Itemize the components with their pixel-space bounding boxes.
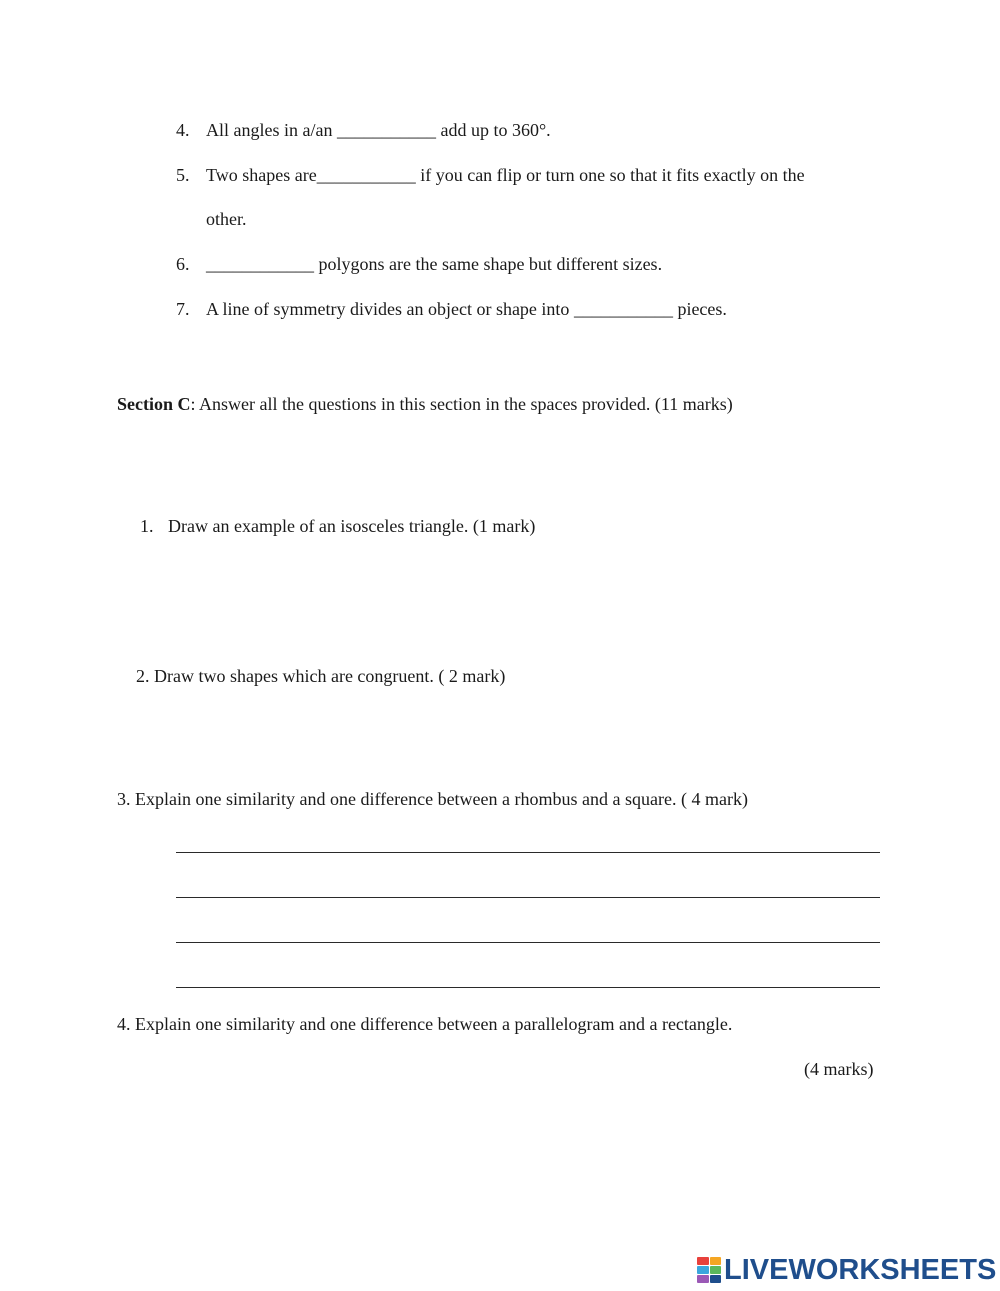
section-instructions: : Answer all the questions in this section in the spaces provided. (11 marks)	[190, 394, 733, 414]
logo-block	[710, 1275, 722, 1283]
liveworksheets-logo	[697, 1254, 996, 1286]
answer-line[interactable]	[176, 852, 880, 853]
item-number: 6.	[176, 254, 190, 274]
question-4-text: 4. Explain one similarity and one difference between a parallelogram and a rectangle.	[117, 1014, 733, 1034]
logo-block	[697, 1266, 709, 1274]
answer-line[interactable]	[176, 987, 880, 988]
logo-mark-icon	[697, 1257, 721, 1283]
item-number: 7.	[176, 299, 190, 319]
logo-block	[697, 1257, 709, 1265]
question-1-number: 1.	[140, 516, 154, 536]
item-text: A line of symmetry divides an object or shape into ___________ pieces.	[206, 299, 727, 319]
item-number: 5.	[176, 165, 190, 185]
item-text: All angles in a/an ___________ add up to 360°.	[206, 120, 551, 140]
logo-block	[697, 1275, 709, 1283]
question-2-text: 2. Draw two shapes which are congruent. ( 2 mark)	[136, 666, 506, 686]
question-3-text: 3. Explain one similarity and one difference between a rhombus and a square. ( 4 mark)	[117, 789, 748, 809]
question-4-marks: (4 marks)	[804, 1059, 874, 1079]
item-text: ____________ polygons are the same shape but different sizes.	[206, 254, 663, 274]
blank-field[interactable]: ___________	[573, 299, 673, 319]
question-1-text: Draw an example of an isosceles triangle. (1 mark)	[168, 516, 536, 536]
logo-text: LIVEWORKSHEETS	[724, 1253, 997, 1286]
answer-line[interactable]	[176, 942, 880, 943]
item-number: 4.	[176, 120, 190, 140]
logo-block	[710, 1266, 722, 1274]
logo-block	[710, 1257, 722, 1265]
item-text-continuation: other.	[206, 209, 247, 229]
blank-field[interactable]: ___________	[316, 165, 416, 185]
answer-line[interactable]	[176, 897, 880, 898]
item-text: Two shapes are___________ if you can flip or turn one so that it fits exactly on the	[206, 165, 805, 185]
section-label: Section C	[117, 394, 191, 414]
section-c-heading	[117, 393, 733, 415]
blank-field[interactable]: ____________	[206, 254, 314, 274]
blank-field[interactable]: ___________	[336, 120, 436, 140]
